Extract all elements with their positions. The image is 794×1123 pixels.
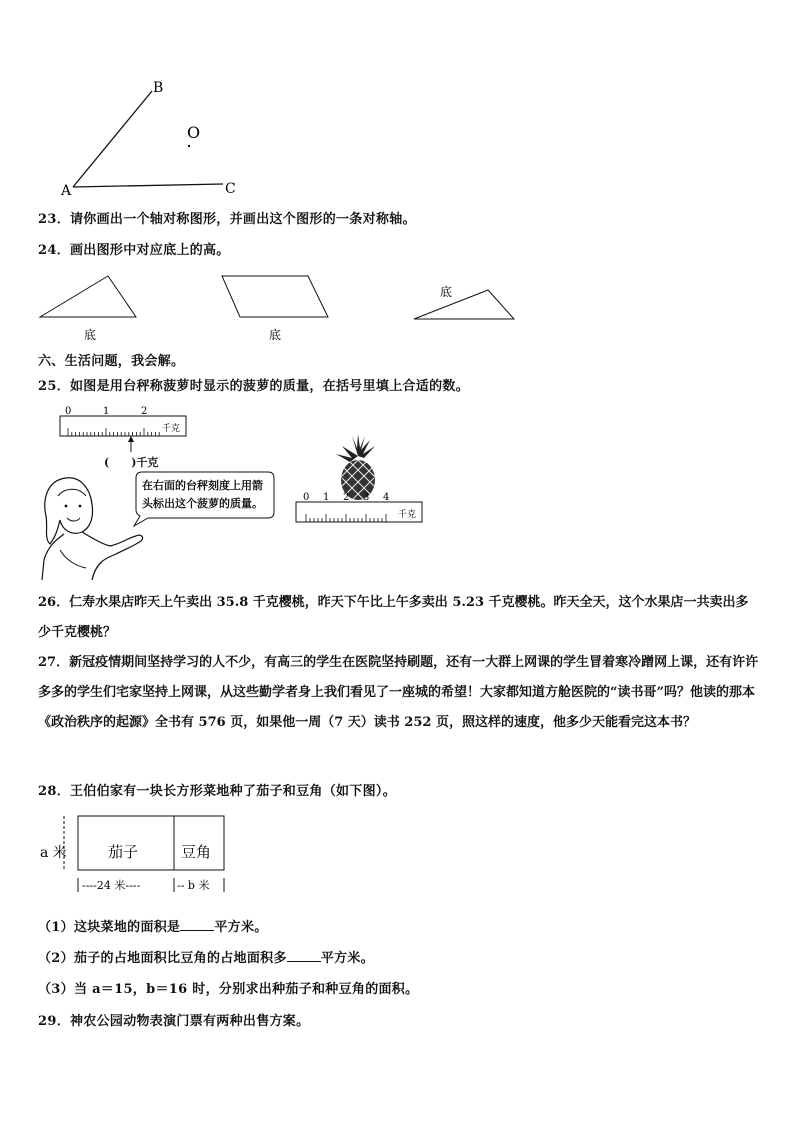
triangle-2: [408, 276, 528, 326]
question-26: 26．仁寿水果店昨天上午卖出 35.8 千克樱桃，昨天下午比上午多卖出 5.23 千克樱桃。昨天全天，这个水果店一共卖出多少千克樱桃？: [38, 595, 749, 640]
field-bottom-left-label: ----24 米----: [82, 879, 141, 892]
bubble-line-2: 头标出这个菠萝的质量。: [142, 497, 263, 510]
field-side-label: a 米: [40, 845, 67, 861]
field-bean-label: 豆角: [181, 843, 212, 861]
field-eggplant-label: 茄子: [108, 843, 139, 861]
question-28: 28．王伯伯家有一块长方形菜地种了茄子和豆角（如下图）。: [38, 784, 396, 799]
field-bottom-right-label: -- b 米: [177, 879, 210, 892]
question-24: 24．画出图形中对应底上的高。: [38, 243, 230, 258]
q28-2-prefix: （2）茄子的占地面积比豆角的占地面积多: [38, 951, 287, 966]
q28-2-suffix: 平方米。: [320, 951, 374, 966]
point-b-label: B: [153, 80, 164, 96]
scale-1-answer[interactable]: ( )千克: [104, 456, 159, 469]
point-a-label: A: [61, 183, 72, 199]
question-28-1: [38, 916, 268, 935]
field-diagram: [38, 808, 238, 900]
triangle-1-base-label: 底: [84, 328, 97, 342]
parallelogram-base-label: 底: [269, 328, 282, 342]
scale-1-tick-0: 0: [65, 406, 72, 417]
scale-2: [294, 490, 434, 530]
q28-1-suffix: 平方米。: [214, 920, 268, 935]
question-27: 27．新冠疫情期间坚持学习的人不少，有高三的学生在医院坚持刷题，还有一大群上网课的学生冒着寒冷蹭网上课，还有许许多多的学生们宅家坚持上网课，从这些勤学者身上我们看见了一座城的希望！大家都知道方舱医院的“读书哥”吗？他读的那本《政治秩序的起源》全书有 576 页，如果他一周（7 天）读书 252 页，照这样的速度，他多少天能看完这本书？: [38, 655, 759, 730]
triangle-1: [36, 270, 146, 346]
question-23: 23．请你画出一个轴对称图形，并画出这个图形的一条对称轴。: [38, 212, 416, 227]
scale-1-tick-1: 1: [103, 406, 110, 417]
bubble-line-1: 在右面的台秤刻度上用箭: [142, 479, 263, 492]
angle-figure: [55, 76, 255, 200]
scale-2-tick-4: 4: [383, 492, 390, 503]
point-o-label: O: [187, 123, 201, 142]
scale-2-tick-2: 2: [343, 492, 350, 503]
parallelogram: [216, 270, 336, 346]
scale-1-unit: 千克: [162, 424, 181, 434]
speech-bubble-text: [142, 477, 263, 513]
question-28-2: [38, 947, 374, 966]
triangle-2-base-label: 底: [440, 285, 453, 299]
scale-1-tick-2: 2: [141, 406, 148, 417]
q28-1-prefix: （1）这块菜地的面积是: [38, 920, 181, 935]
scale-2-tick-3: 3: [363, 492, 370, 503]
question-28-3: （3）当 a＝15，b＝16 时，分别求出种茄子和种豆角的面积。: [38, 982, 419, 997]
scale-2-unit: 千克: [398, 510, 417, 520]
point-c-label: C: [225, 181, 236, 197]
scale-2-tick-1: 1: [323, 492, 330, 503]
question-25: 25．如图是用台秤称菠萝时显示的菠萝的质量，在括号里填上合适的数。: [38, 379, 469, 394]
scale-2-tick-0: 0: [303, 492, 310, 503]
question-29: 29．神农公园动物表演门票有两种出售方案。: [38, 1014, 310, 1029]
section-6-heading: 六、生活问题，我会解。: [38, 354, 185, 369]
q28-2-blank[interactable]: [287, 949, 321, 962]
q28-1-blank[interactable]: [180, 918, 214, 931]
